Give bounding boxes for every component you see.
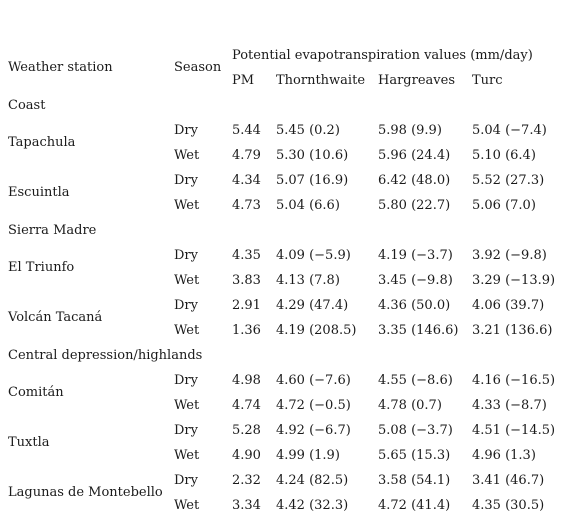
turc-cell: 5.52 (27.3)	[472, 173, 545, 188]
thornthwaite-cell: 4.72 (−0.5)	[276, 398, 351, 413]
pm-cell: 3.83	[232, 273, 261, 288]
season-cell: Wet	[174, 398, 200, 413]
station-name: Comitán	[8, 385, 64, 400]
turc-cell: 4.16 (−16.5)	[472, 373, 556, 388]
thornthwaite-cell: 4.19 (208.5)	[276, 323, 357, 338]
station-name: Lagunas de Montebello	[8, 485, 163, 500]
season-cell: Wet	[174, 198, 200, 213]
hargreaves-cell: 3.35 (146.6)	[378, 323, 459, 338]
pm-cell: 4.90	[232, 448, 261, 463]
col-header-station: Weather station	[8, 60, 113, 75]
season-cell: Wet	[174, 498, 200, 513]
season-cell: Dry	[174, 298, 198, 313]
hargreaves-cell: 5.65 (15.3)	[378, 448, 451, 463]
region-label: Coast	[8, 98, 46, 113]
pm-cell: 1.36	[232, 323, 261, 338]
thornthwaite-cell: 4.42 (32.3)	[276, 498, 349, 513]
station-name: Volcán Tacaná	[8, 310, 103, 325]
col-header-turc: Turc	[472, 73, 503, 88]
season-cell: Wet	[174, 323, 200, 338]
pm-cell: 4.73	[232, 198, 261, 213]
hargreaves-cell: 4.78 (0.7)	[378, 398, 442, 413]
col-header-hargreaves: Hargreaves	[378, 73, 455, 88]
col-header-season: Season	[174, 60, 222, 75]
thornthwaite-cell: 4.29 (47.4)	[276, 298, 349, 313]
hargreaves-cell: 4.72 (41.4)	[378, 498, 451, 513]
thornthwaite-cell: 5.04 (6.6)	[276, 198, 340, 213]
col-header-pm: PM	[232, 73, 255, 88]
pm-cell: 4.34	[232, 173, 261, 188]
season-cell: Dry	[174, 173, 198, 188]
pet-group-header: Potential evapotranspiration values (mm/day)	[232, 48, 533, 63]
season-cell: Wet	[174, 148, 200, 163]
turc-cell: 3.92 (−9.8)	[472, 248, 547, 263]
thornthwaite-cell: 4.09 (−5.9)	[276, 248, 351, 263]
pm-cell: 2.91	[232, 298, 261, 313]
hargreaves-cell: 5.80 (22.7)	[378, 198, 451, 213]
station-name: Tapachula	[8, 135, 76, 150]
region-label: Central depression/highlands	[8, 348, 203, 363]
turc-cell: 4.96 (1.3)	[472, 448, 536, 463]
turc-cell: 5.04 (−7.4)	[472, 123, 547, 138]
hargreaves-cell: 4.55 (−8.6)	[378, 373, 453, 388]
turc-cell: 3.21 (136.6)	[472, 323, 553, 338]
thornthwaite-cell: 5.07 (16.9)	[276, 173, 349, 188]
hargreaves-cell: 3.58 (54.1)	[378, 473, 451, 488]
col-header-thornthwaite: Thornthwaite	[276, 73, 366, 88]
hargreaves-cell: 5.08 (−3.7)	[378, 423, 453, 438]
turc-cell: 5.10 (6.4)	[472, 148, 536, 163]
hargreaves-cell: 5.96 (24.4)	[378, 148, 451, 163]
station-name: El Triunfo	[8, 260, 75, 275]
turc-cell: 3.41 (46.7)	[472, 473, 545, 488]
turc-cell: 4.33 (−8.7)	[472, 398, 547, 413]
season-cell: Wet	[174, 273, 200, 288]
pm-cell: 3.34	[232, 498, 261, 513]
turc-cell: 4.35 (30.5)	[472, 498, 545, 513]
thornthwaite-cell: 4.13 (7.8)	[276, 273, 340, 288]
hargreaves-cell: 3.45 (−9.8)	[378, 273, 453, 288]
thornthwaite-cell: 5.30 (10.6)	[276, 148, 349, 163]
pm-cell: 5.44	[232, 123, 261, 138]
thornthwaite-cell: 4.60 (−7.6)	[276, 373, 351, 388]
pm-cell: 4.35	[232, 248, 261, 263]
hargreaves-cell: 4.19 (−3.7)	[378, 248, 453, 263]
thornthwaite-cell: 5.45 (0.2)	[276, 123, 340, 138]
turc-cell: 3.29 (−13.9)	[472, 273, 556, 288]
season-cell: Dry	[174, 423, 198, 438]
pm-cell: 5.28	[232, 423, 261, 438]
season-cell: Wet	[174, 448, 200, 463]
pm-cell: 2.32	[232, 473, 261, 488]
hargreaves-cell: 4.36 (50.0)	[378, 298, 451, 313]
region-label: Sierra Madre	[8, 223, 97, 238]
turc-cell: 5.06 (7.0)	[472, 198, 536, 213]
hargreaves-cell: 6.42 (48.0)	[378, 173, 451, 188]
station-name: Escuintla	[8, 185, 70, 200]
season-cell: Dry	[174, 473, 198, 488]
pm-cell: 4.98	[232, 373, 261, 388]
turc-cell: 4.51 (−14.5)	[472, 423, 556, 438]
thornthwaite-cell: 4.24 (82.5)	[276, 473, 349, 488]
hargreaves-cell: 5.98 (9.9)	[378, 123, 442, 138]
season-cell: Dry	[174, 123, 198, 138]
thornthwaite-cell: 4.92 (−6.7)	[276, 423, 351, 438]
season-cell: Dry	[174, 248, 198, 263]
pm-cell: 4.74	[232, 398, 261, 413]
pm-cell: 4.79	[232, 148, 261, 163]
turc-cell: 4.06 (39.7)	[472, 298, 545, 313]
season-cell: Dry	[174, 373, 198, 388]
thornthwaite-cell: 4.99 (1.9)	[276, 448, 340, 463]
station-name: Tuxtla	[8, 435, 50, 450]
